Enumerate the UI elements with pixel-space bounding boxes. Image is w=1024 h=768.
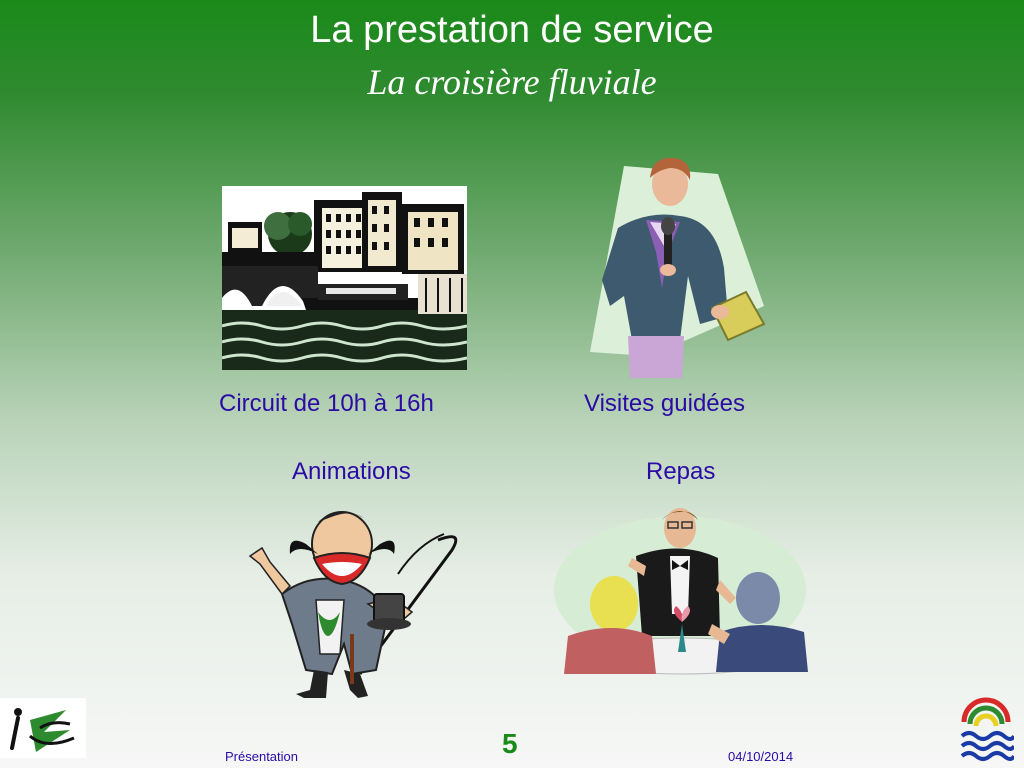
caption-visites: Visites guidées — [584, 390, 745, 417]
page-number: 5 — [502, 728, 518, 759]
waiter-dinner-illustration — [552, 504, 810, 682]
footer-left-text: Présentation — [225, 749, 298, 764]
slide-subtitle: La croisière fluviale — [367, 62, 657, 102]
tour-guide-illustration — [588, 156, 766, 382]
logo-left — [0, 698, 86, 758]
caption-circuit: Circuit de 10h à 16h — [219, 390, 434, 417]
footer-date: 04/10/2014 — [728, 749, 794, 764]
caption-animations: Animations — [292, 458, 411, 485]
slide-title: La prestation de service — [310, 9, 714, 51]
rainbow-waves-logo-icon — [958, 680, 1014, 764]
ic-logo-icon — [0, 698, 86, 758]
ringmaster-illustration — [248, 504, 460, 698]
river-boat-illustration — [222, 186, 467, 370]
caption-repas: Repas — [646, 458, 716, 485]
